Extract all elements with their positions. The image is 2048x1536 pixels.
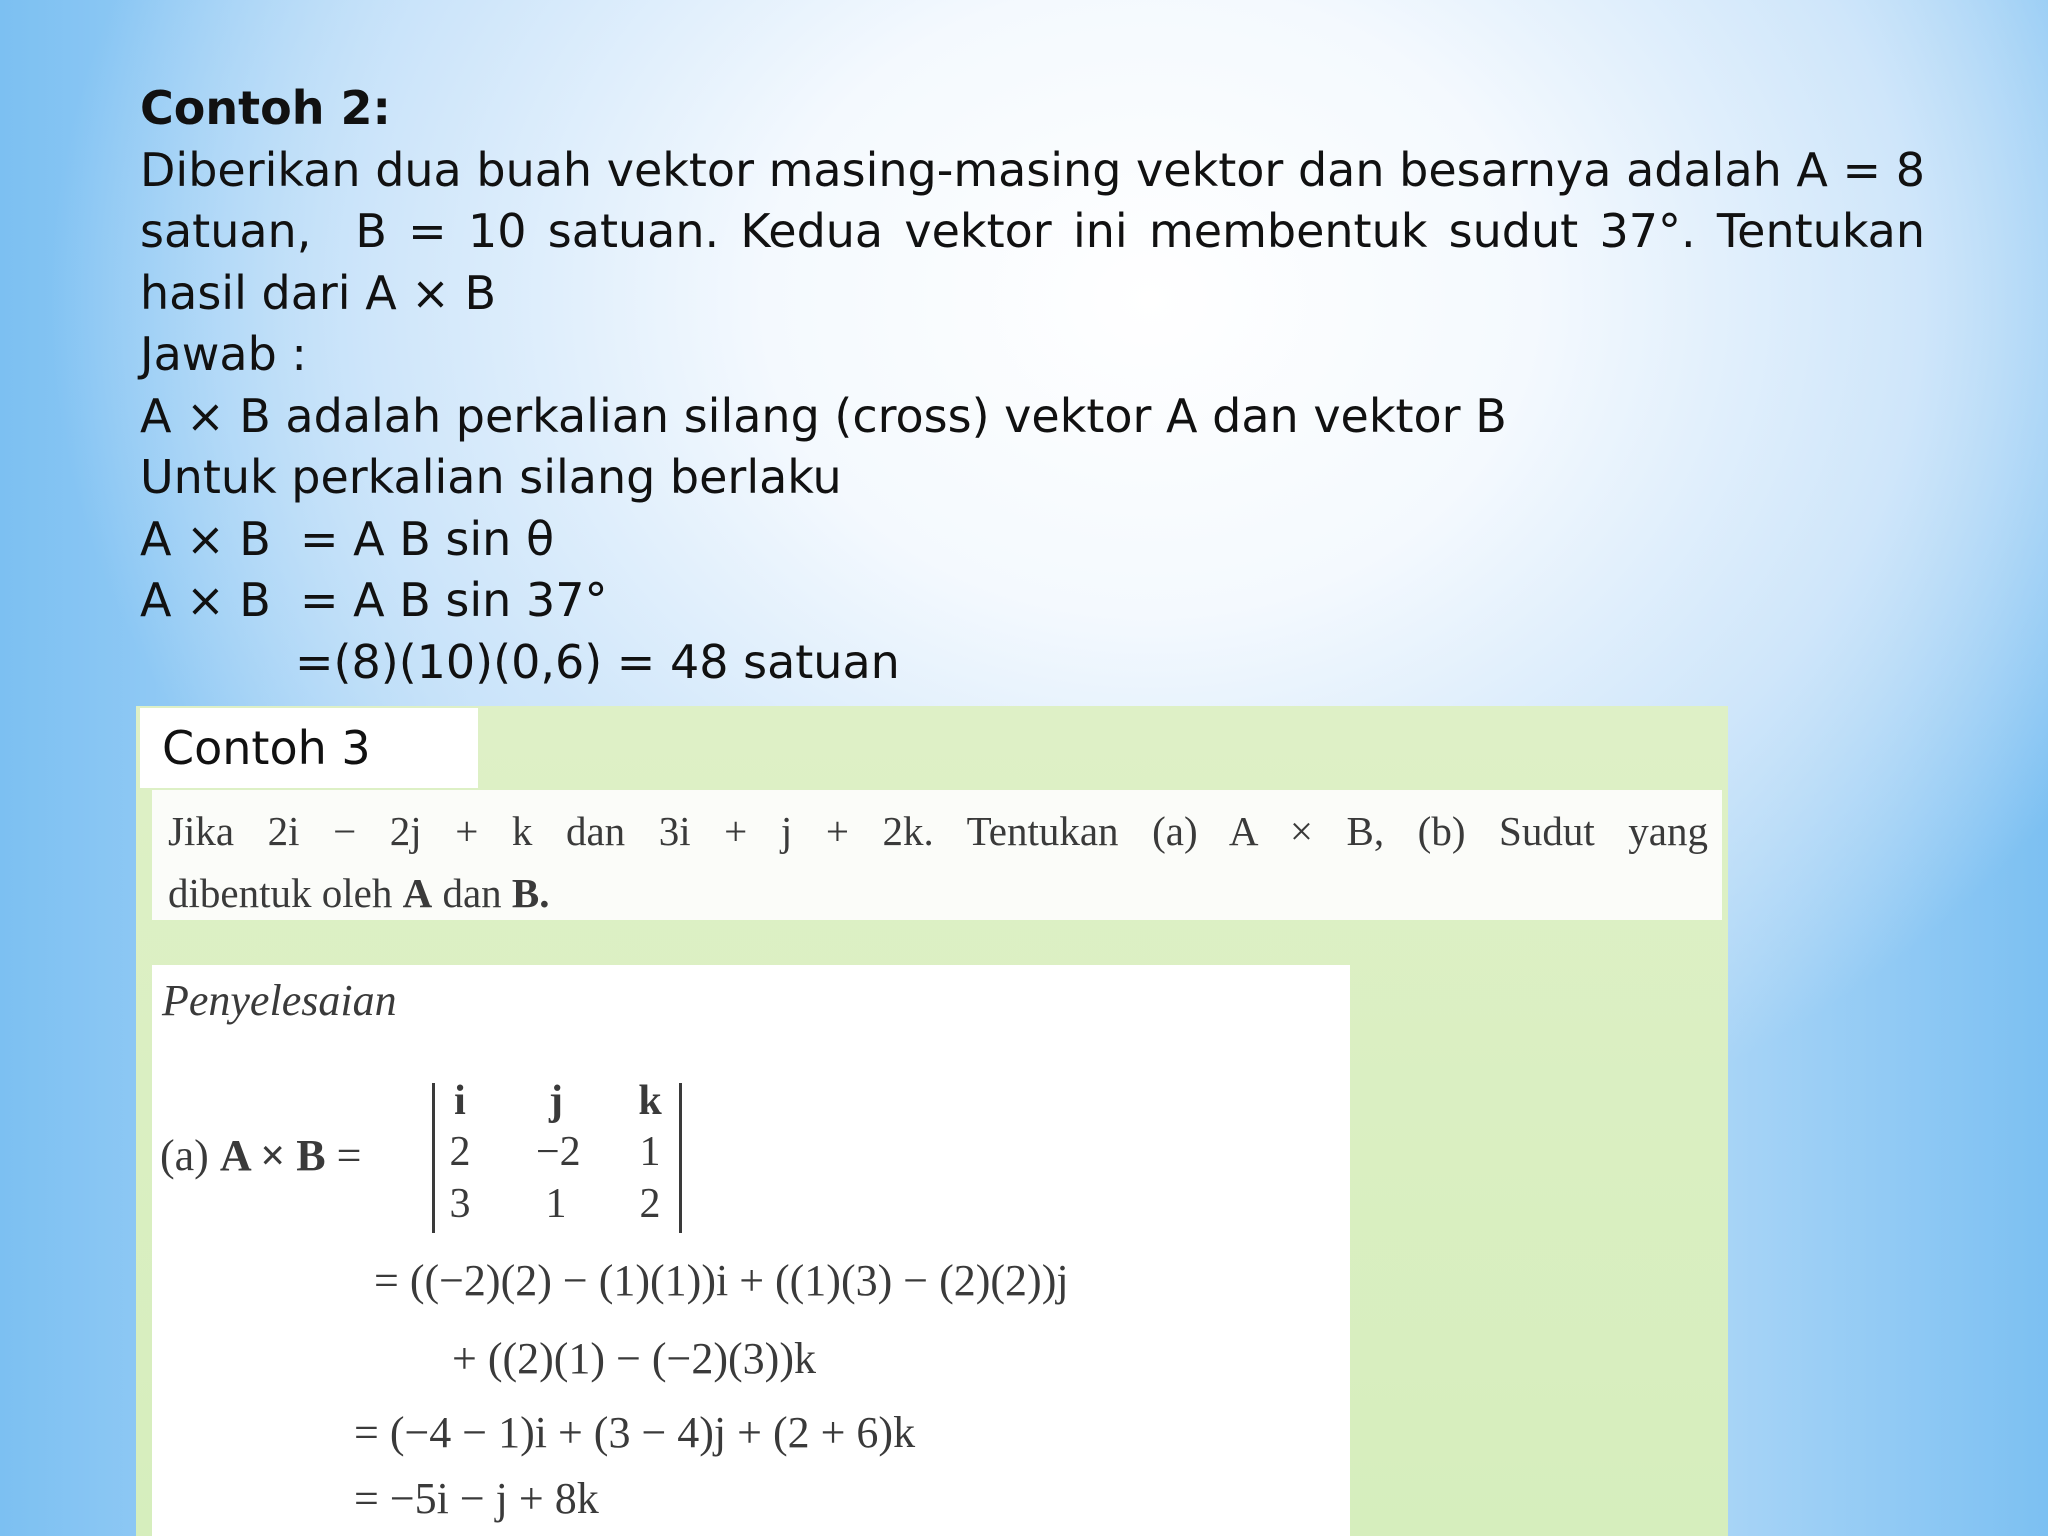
part-a-eq: = bbox=[325, 1131, 362, 1180]
contoh2-line2b: B = 10 satuan. Kedua vektor ini membentuk sudut 37°. Tentukan bbox=[355, 204, 1925, 258]
eq2-right: = A B sin 37° bbox=[300, 573, 608, 627]
part-a-line bbox=[160, 1130, 361, 1181]
contoh2-jawab: Jawab : bbox=[140, 327, 307, 381]
eq1-right: = A B sin θ bbox=[300, 511, 555, 566]
problem-line2-e: . bbox=[539, 870, 550, 916]
solution-step3: = (−4 − 1)i + (3 − 4)j + (2 + 6)k bbox=[354, 1408, 916, 1457]
matrix-cell: 2 bbox=[449, 1129, 471, 1175]
contoh2-eq1 bbox=[140, 509, 1925, 571]
problem-line1: Jika 2i − 2j + k dan 3i + j + 2k. Tentukan (a) A × B, (b) Sudut yang bbox=[168, 808, 1708, 854]
part-a-label: (a) bbox=[160, 1131, 220, 1180]
determinant-left-bar bbox=[432, 1083, 435, 1233]
contoh2-title: Contoh 2: bbox=[140, 81, 391, 135]
eq2-left: A × B bbox=[140, 573, 271, 627]
contoh2-line2 bbox=[140, 201, 1925, 263]
solution-step1: = ((−2)(2) − (1)(1))i + ((1)(3) − (2)(2))j bbox=[374, 1256, 1069, 1305]
matrix-cell: 3 bbox=[449, 1181, 471, 1227]
problem-line2-b: A bbox=[402, 870, 433, 916]
contoh2-eq2 bbox=[140, 570, 1925, 632]
contoh2-eq3: =(8)(10)(0,6) = 48 satuan bbox=[295, 634, 900, 689]
contoh2-block bbox=[140, 78, 1925, 693]
matrix-cell: k bbox=[638, 1078, 662, 1124]
contoh3-problem bbox=[152, 790, 1722, 920]
contoh2-line3: hasil dari A × B bbox=[140, 265, 497, 320]
contoh2-line5: A × B adalah perkalian silang (cross) vektor A dan vektor B bbox=[140, 388, 1507, 443]
solution-step4: = −5i − j + 8k bbox=[354, 1474, 599, 1523]
matrix-cell: j bbox=[549, 1078, 563, 1124]
problem-line2-a: dibentuk oleh bbox=[168, 870, 403, 916]
matrix-cell: −2 bbox=[536, 1129, 581, 1175]
matrix-cell: i bbox=[454, 1078, 466, 1124]
solution-step2: + ((2)(1) − (−2)(3))k bbox=[452, 1334, 816, 1383]
matrix-cell: 1 bbox=[639, 1129, 661, 1175]
problem-line2 bbox=[168, 862, 1708, 924]
problem-line2-d: B bbox=[511, 870, 540, 916]
determinant-right-bar bbox=[679, 1083, 682, 1233]
matrix-cell: 1 bbox=[545, 1181, 567, 1227]
matrix-cell: 2 bbox=[639, 1181, 661, 1227]
contoh3-label: Contoh 3 bbox=[140, 708, 478, 788]
contoh2-line2a: satuan, bbox=[140, 204, 312, 258]
solution-title: Penyelesaian bbox=[162, 976, 397, 1025]
solution-box bbox=[152, 965, 1350, 1536]
problem-line2-c: dan bbox=[432, 870, 512, 916]
part-a-expr: A × B bbox=[219, 1131, 326, 1180]
contoh2-line1: Diberikan dua buah vektor masing-masing vektor dan besarnya adalah A = 8 bbox=[140, 142, 1925, 197]
contoh2-line6: Untuk perkalian silang berlaku bbox=[140, 450, 842, 504]
eq1-left: A × B bbox=[140, 511, 271, 566]
